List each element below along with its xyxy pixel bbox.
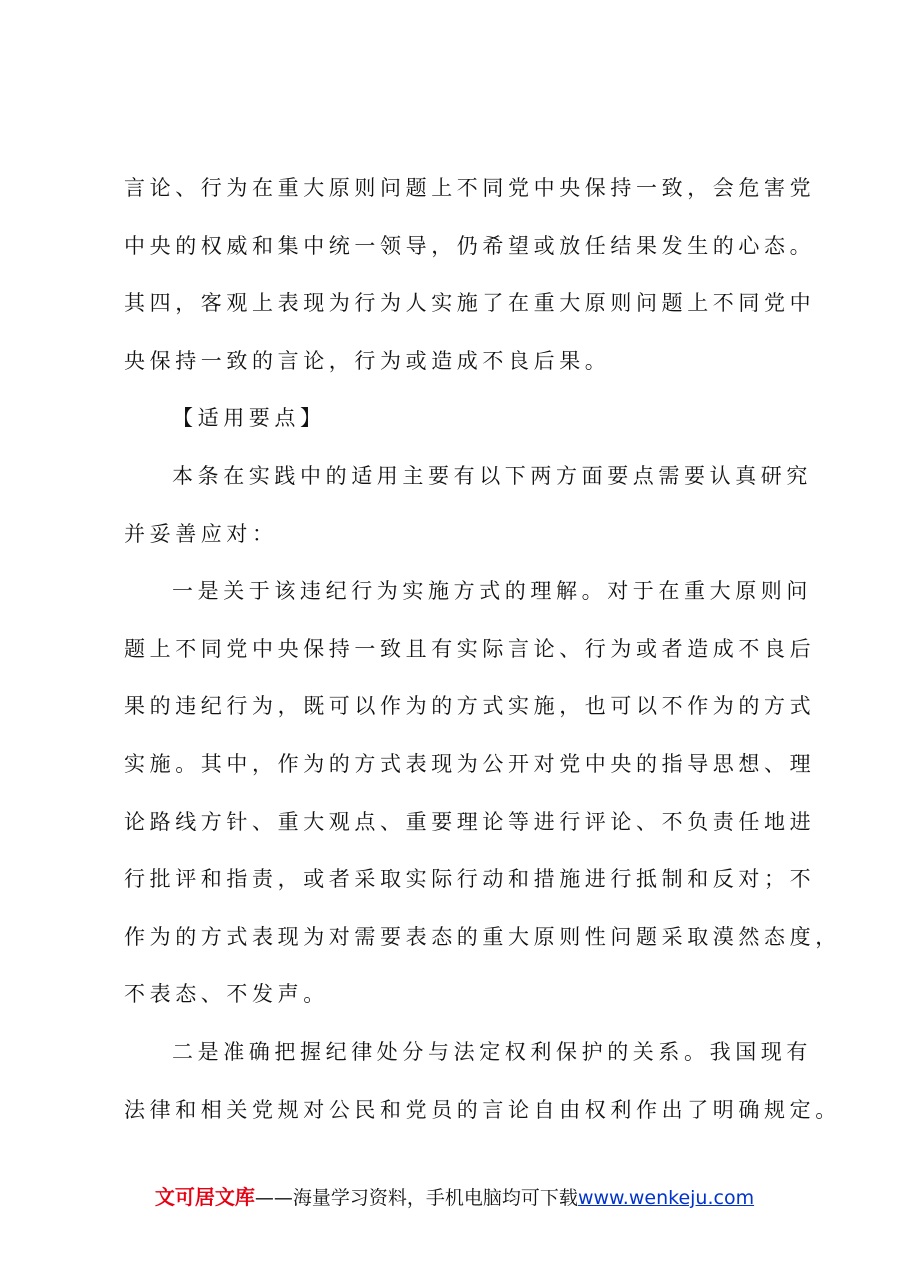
text-line: 果的违纪行为，既可以作为的方式实施，也可以不作为的方式 (124, 694, 816, 719)
paragraph-first-line: 本条在实践中的适用主要有以下两方面要点需要认真研究 (172, 463, 812, 488)
text-line: 实施。其中，作为的方式表现为公开对党中央的指导思想、理 (124, 751, 816, 776)
text-line: 论路线方针、重大观点、重要理论等进行评论、不负责任地进 (124, 809, 816, 834)
footer-banner (0, 1183, 909, 1212)
section-heading: 【适用要点】 (172, 406, 326, 431)
text-line: 央保持一致的言论，行为或造成不良后果。 (124, 348, 611, 373)
text-line: 行批评和指责，或者采取实际行动和措施进行抵制和反对；不 (124, 867, 816, 892)
text-line: 法律和相关党规对公民和党员的言论自由权利作出了明确规定。 (124, 1097, 841, 1122)
paragraph-first-line: 一是关于该违纪行为实施方式的理解。对于在重大原则问 (172, 579, 812, 604)
footer-brand: 文可居文库 (154, 1185, 255, 1209)
text-line: 不表态、不发声。 (124, 982, 329, 1007)
text-line: 并妥善应对： (124, 521, 278, 546)
paragraph-first-line: 二是准确把握纪律处分与法定权利保护的关系。我国现有 (172, 1039, 812, 1064)
text-line: 中央的权威和集中统一领导，仍希望或放任结果发生的心态。 (124, 233, 816, 258)
text-line: 言论、行为在重大原则问题上不同党中央保持一致，会危害党 (124, 176, 816, 200)
text-line: 其四，客观上表现为行为人实施了在重大原则问题上不同党中 (124, 291, 816, 316)
text-line: 题上不同党中央保持一致且有实际言论、行为或者造成不良后 (124, 636, 816, 661)
footer-tagline: ——海量学习资料，手机电脑均可下载 (254, 1187, 578, 1209)
text-line: 作为的方式表现为对需要表态的重大原则性问题采取漠然态度， (124, 924, 841, 949)
document-body (124, 160, 841, 1139)
footer-site-link[interactable]: www.wenkeju.com (577, 1187, 755, 1209)
